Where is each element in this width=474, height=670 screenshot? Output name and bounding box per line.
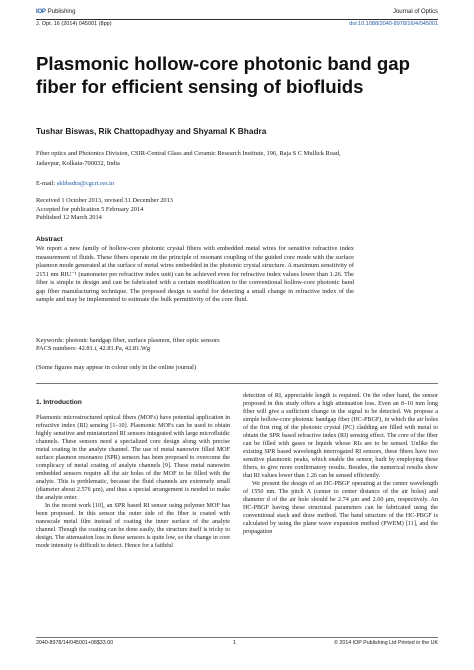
doi-link[interactable]: doi:10.1088/2040-8978/16/4/045001 <box>349 21 438 27</box>
keywords-block <box>36 337 366 354</box>
date-accepted: Accepted for publication 5 February 2014 <box>36 205 144 213</box>
authors: Tushar Biswas, Rik Chattopadhyay and Shyamal K Bhadra <box>36 126 267 136</box>
footer-copyright: © 2014 IOP Publishing Ltd Printed in the UK <box>334 640 438 646</box>
paragraph: detection of RI, appreciable length is required. On the other hand, the sensor proposed in this study offers a high attenuation loss. Even an 8–10 mm long fiber will give a sufficient change in the signal to be detected. We propose a simple hollow-core photonic bandgap fiber (HC-PBGF), in which the air holes of the first ring of the photonic crystal (PC) cladding are filled with metal to obtain the SPR based refractive index (RI) sensing effect. The core of the fiber can be filled with gases or liquids whose RIs are to be sensed. Unlike the existing SPR based wavelength interrogated RI sensors, these fibers have two sensitive plasmonic peaks, which enable the sensor, built by employing these fibers, to give more confirmatory results. Besides, the numerical results show that RI values lower than 1.26 can be sensed efficiently. <box>243 393 438 480</box>
iop-logo-mark: IOP <box>36 9 46 15</box>
colour-note: (Some figures may appear in colour only in the online journal) <box>36 364 197 371</box>
citation: J. Opt. 16 (2014) 045001 (8pp) <box>36 21 112 27</box>
abstract-heading: Abstract <box>36 236 63 243</box>
body-column-left <box>36 414 230 550</box>
paragraph: We present the design of an HC-PBGF operating at the center wavelength of 1550 nm. The pitch Λ (center to center distance of the air holes) and diameter d of the air hole should be 2.74 μm and 2.60 μm, respectively. An HC-PBGF having these structural parameters can be fabricated using the conventional stack and draw method. The band structure of the HC-PBGF is calculated by using the plane wave expansion method (PWEM) [11], and the propagation <box>243 481 438 536</box>
header-rule <box>36 19 438 20</box>
section-heading: 1. Introduction <box>36 399 82 406</box>
affiliation: Fiber optics and Photonics Division, CSIR-Central Glass and Ceramic Research Institute, 196, Raja S C Mullick Road, Jadavpur, Kolkata-700032, India <box>36 150 341 167</box>
journal-name: Journal of Optics <box>392 9 438 15</box>
body-column-right <box>243 392 438 536</box>
date-published: Published 12 March 2014 <box>36 214 102 221</box>
email-link[interactable]: skbhadra@cgcri.res.in <box>56 180 115 187</box>
abstract-text: We report a new family of hollow-core photonic crystal fibers with embedded metal wires for sensitive refractive index measurement of fluids. These fibers operate on the principle of resonant coupling of the guided core mode with the surface plasmon mode generated at the surface of metal wires embedded in the photonic crystal structure. A maximum sensitivity of 2151 nm RIU⁻¹ (nanometer per refractive index unit) can be achieved even for refractive index values lower than 1.26. The fiber is simple in design and can be fabricated with a certain modification to the conventional hollow-core photonic band gap fiber manufacturing technique. The proposed design is useful for detecting a small change in refractive index of the sample and may be implemented to estimate the bulk permittivity of the core fluid. <box>36 245 354 303</box>
footer-rule <box>36 637 438 638</box>
article-dates <box>36 197 173 223</box>
date-received: Received 1 October 2013, revised 31 December 2013 <box>36 197 173 204</box>
page-number: 1 <box>233 640 236 646</box>
email-line <box>36 180 114 187</box>
article-title: Plasmonic hollow-core photonic band gap fiber for efficient sensing of biofluids <box>36 53 410 97</box>
paragraph: In the recent work [10], an SPR based RI sensor using polymer MOF has been proposed. In this sensor the outer side of the fiber is coated with nanoscale metal film instead of coating the inner surface of the analyte channel. Though the coating can be done easily, the structure itself is tricky to design. The attenuation loss in these sensors is quite low, so the change in core mode intensity is difficult to detect. Hence for a faithful <box>36 503 230 550</box>
footer-issn: 2040-8978/14/045001+08$33.00 <box>36 640 114 646</box>
keywords: Keywords: photonic bandgap fiber, surface plasmon, fiber optic sensors <box>36 337 220 344</box>
section-rule <box>36 383 438 384</box>
publisher-logo[interactable] <box>36 9 75 15</box>
publisher-name: Publishing <box>47 9 76 15</box>
email-label: E-mail: <box>36 180 56 187</box>
pacs-numbers: PACS numbers: 42.81.i, 42.81.Pa, 42.81.Wg <box>36 345 151 353</box>
paragraph: Plasmonic microstructured optical fibers (MOFs) have potential application in refractive index (RI) sensing [1–10]. Plasmonic MOFs can be used to obtain highly sensitive and miniaturized RI sensors integrated with large microfluidic channels. These sensors need a specialized core design along with precise metal coating in the analyte channel. The use of metal nanowire filled MOF surface plasmon resonance (SPR) sensors has been proposed to overcome the complicacy of metal coating of analyte channels [9]. These metal nanowire embedded sensors require all the air holes of the MOF to be filled with the analyte. This is problematic, because the fluid channels are extremely small (diameter about 2.576 μm), and thus a special arrangement is needed to make the analyte enter. <box>36 415 230 502</box>
